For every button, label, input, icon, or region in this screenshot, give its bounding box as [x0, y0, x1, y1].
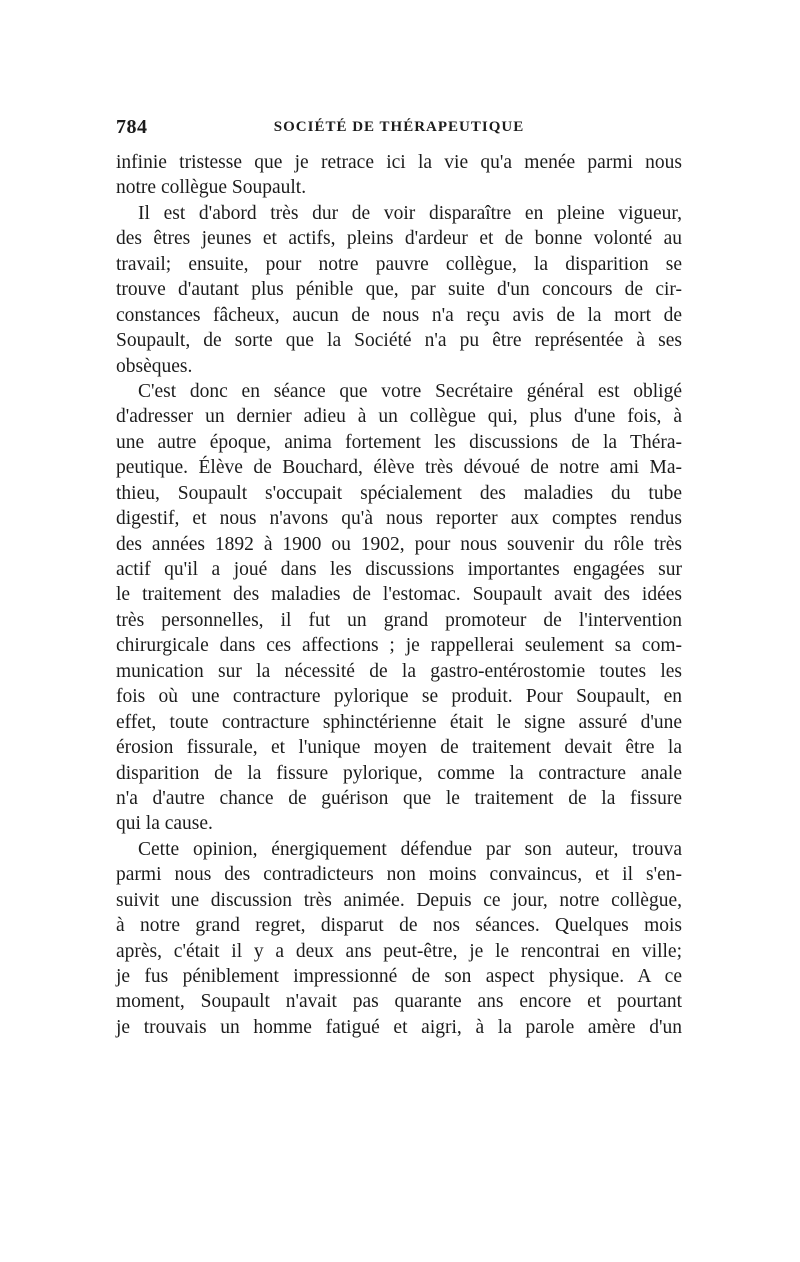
text-line: je trouvais un homme fatigué et aigri, à la parole amère d'un — [116, 1016, 682, 1038]
text-line: trouve d'autant plus pénible que, par suite d'un concours de cir- — [116, 279, 682, 301]
text-line: après, c'était il y a deux ans peut-être, je le rencontrai en ville; — [116, 940, 682, 962]
text-line: chirurgicale dans ces affections ; je rappellerai seulement sa com- — [116, 635, 682, 657]
text-line: je fus péniblement impressionné de son aspect physique. A ce — [116, 966, 682, 987]
text-line: qui la cause. — [116, 813, 213, 835]
text-line: suivit une discussion très animée. Depuis ce jour, notre collègue, — [116, 889, 682, 911]
text-line: des êtres jeunes et actifs, pleins d'ardeur et de bonne volonté au — [116, 228, 682, 250]
text-line: peutique. Élève de Bouchard, élève très dévoué de notre ami Ma- — [116, 457, 682, 479]
text-line: effet, toute contracture sphinctérienne était le signe assuré d'une — [116, 711, 682, 733]
text-line: Soupault, de sorte que la Société n'a pu être représentée à ses — [116, 330, 682, 352]
text-line: d'adresser un dernier adieu à un collègue qui, plus d'une fois, à — [116, 406, 682, 428]
text-line: Cette opinion, énergiquement défendue par son auteur, trouva — [138, 838, 682, 860]
text-line: thieu, Soupault s'occupait spécialement des maladies du tube — [116, 482, 682, 504]
text-line: munication sur la nécessité de la gastro-entérostomie toutes les — [116, 660, 682, 682]
running-title: SOCIÉTÉ DE THÉRAPEUTIQUE — [273, 119, 525, 135]
text-line: digestif, et nous n'avons qu'à nous reporter aux comptes rendus — [116, 508, 682, 530]
page-number: 784 — [116, 116, 148, 138]
text-line: des années 1892 à 1900 ou 1902, pour nous souvenir du rôle très — [116, 533, 682, 555]
text-line: travail; ensuite, pour notre pauvre collègue, la disparition se — [116, 253, 682, 275]
page-header — [116, 116, 682, 140]
text-line: très personnelles, il fut un grand promoteur de l'intervention — [116, 609, 682, 631]
text-line: obsèques. — [116, 355, 193, 377]
text-line: disparition de la fissure pylorique, comme la contracture anale — [116, 762, 682, 784]
text-line: à notre grand regret, disparut de nos séances. Quelques mois — [116, 915, 682, 937]
text-line: infinie tristesse que je retrace ici la vie qu'a menée parmi nous — [116, 152, 682, 173]
text-line: notre collègue Soupault. — [116, 177, 307, 199]
text-line: constances fâcheux, aucun de nous n'a reçu avis de la mort de — [116, 304, 682, 326]
text-line: Il est d'abord très dur de voir disparaître en pleine vigueur, — [138, 202, 682, 224]
text-line: actif qu'il a joué dans les discussions importantes engagées sur — [116, 559, 682, 580]
text-line: une autre époque, anima fortement les discussions de la Théra- — [116, 431, 682, 453]
body-text — [116, 150, 682, 1040]
text-line: fois où une contracture pylorique se produit. Pour Soupault, en — [116, 686, 682, 708]
text-line: n'a d'autre chance de guérison que le traitement de la fissure — [116, 787, 682, 809]
text-line: moment, Soupault n'avait pas quarante ans encore et pourtant — [116, 991, 682, 1013]
text-line: parmi nous des contradicteurs non moins convaincus, et il s'en- — [116, 864, 682, 886]
text-line: érosion fissurale, et l'unique moyen de traitement devait être la — [116, 737, 682, 759]
text-line: le traitement des maladies de l'estomac. Soupault avait des idées — [116, 584, 682, 606]
text-line: C'est donc en séance que votre Secrétaire général est obligé — [138, 380, 682, 402]
